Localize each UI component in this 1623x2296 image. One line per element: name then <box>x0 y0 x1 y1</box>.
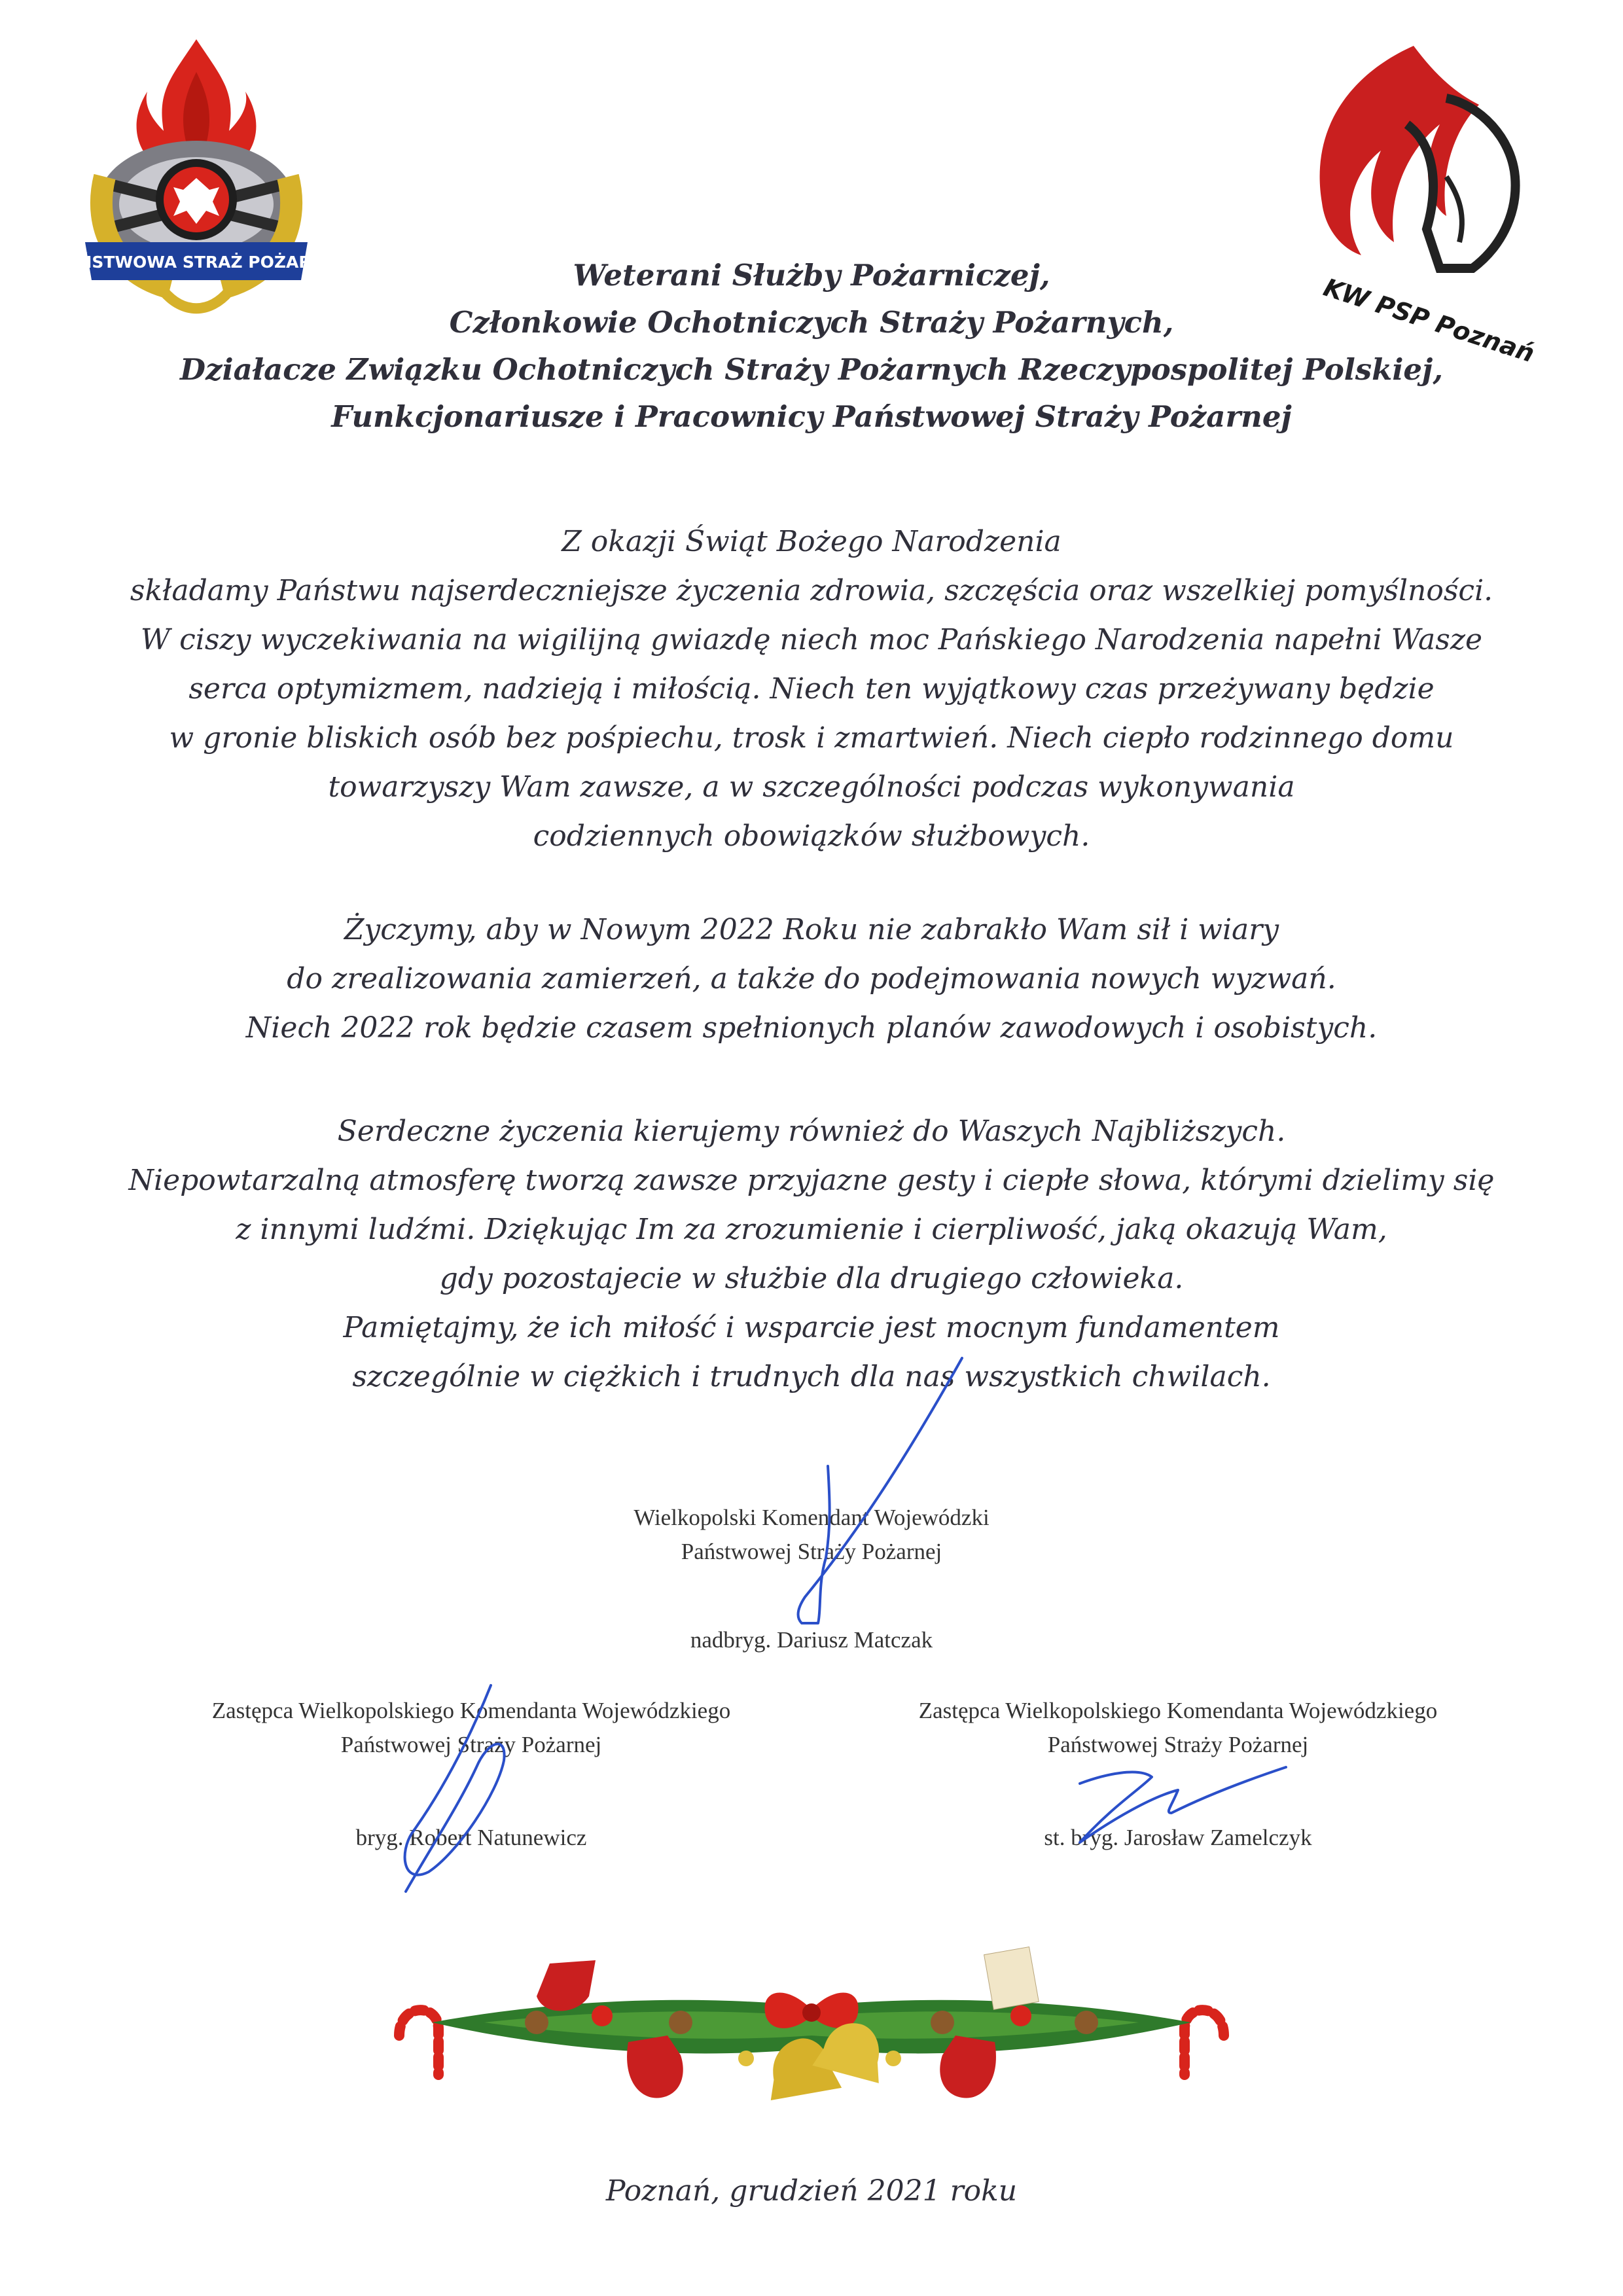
paragraph-line: towarzyszy Wam zawsze, a w szczególności podczas wykonywania <box>328 770 1295 804</box>
main-signatory-title <box>550 1501 1073 1569</box>
left-signatory-name: bryg. Robert Natunewicz <box>355 1825 587 1850</box>
paragraph-line: Niech 2022 rok będzie czasem spełnionych planów zawodowych i osobistych. <box>245 1011 1378 1045</box>
greeting-paragraph-3 <box>105 1107 1518 1401</box>
paragraph-line: składamy Państwu najserdeczniejsze życzenia zdrowia, szczęścia oraz wszelkiej pomyślności. <box>130 574 1493 607</box>
place-and-date: Poznań, grudzień 2021 roku <box>605 2174 1018 2208</box>
paragraph-line: w gronie bliskich osób bez pośpiechu, trosk i zmartwień. Niech ciepło rodzinnego domu <box>169 721 1454 755</box>
paragraph-line: szczególnie w ciężkich i trudnych dla nas wszystkich chwilach. <box>352 1360 1271 1393</box>
paragraph-line: z innymi ludźmi. Dziękując Im za zrozumienie i cierpliwość, jaką okazują Wam, <box>236 1213 1387 1246</box>
paragraph-line: do zrealizowania zamierzeń, a także do podejmowania nowych wyzwań. <box>287 962 1336 996</box>
main-signatory-name: nadbryg. Dariusz Matczak <box>690 1627 933 1653</box>
signatory-title-line: Państwowej Straży Pożarnej <box>681 1539 942 1564</box>
signatory-title-line: Zastępca Wielkopolskiego Komendanta Wojewódzkiego <box>211 1698 731 1723</box>
paragraph-line: W ciszy wyczekiwania na wigilijną gwiazdę niech moc Pańskiego Narodzenia napełni Wasze <box>140 623 1483 656</box>
heading-line: Funkcjonariusze i Pracownicy Państwowej Straży Pożarnej <box>331 399 1292 434</box>
heading-line: Działacze Związku Ochotniczych Straży Pożarnych Rzeczypospolitej Polskiej, <box>179 352 1443 387</box>
paragraph-line: Życzymy, aby w Nowym 2022 Roku nie zabrakło Wam sił i wiary <box>344 913 1279 946</box>
greeting-paragraph-2 <box>105 905 1518 1052</box>
signatory-title-line: Państwowej Straży Pożarnej <box>1047 1732 1309 1757</box>
paragraph-line: gdy pozostajecie w służbie dla drugiego człowieka. <box>439 1262 1184 1295</box>
svg-text:KW PSP Poznań: KW PSP Poznań <box>1320 272 1539 368</box>
signatory-title-line: Zastępca Wielkopolskiego Komendanta Wojewódzkiego <box>918 1698 1438 1723</box>
svg-text:PAŃSTWOWA STRAŻ POŻARNA: PAŃSTWOWA STRAŻ POŻARNA <box>55 253 338 272</box>
signatory-title-line: Wielkopolski Komendant Wojewódzki <box>633 1505 990 1530</box>
heading-line: Weterani Służby Pożarniczej, <box>573 258 1050 293</box>
paragraph-line: Niepowtarzalną atmosferę tworzą zawsze przyjazne gesty i ciepłe słowa, którymi dzielimy się <box>128 1164 1495 1197</box>
paragraph-line: serca optymizmem, nadzieją i miłością. Niech ten wyjątkowy czas przeżywany będzie <box>188 672 1435 706</box>
signatory-title-line: Państwowej Straży Pożarnej <box>340 1732 602 1757</box>
paragraph-line: Pamiętajmy, że ich miłość i wsparcie jest mocnym fundamentem <box>343 1311 1280 1344</box>
heading-line: Członkowie Ochotniczych Straży Pożarnych, <box>449 305 1174 340</box>
right-signatory-title <box>851 1694 1505 1762</box>
paragraph-line: Z okazji Świąt Bożego Narodzenia <box>562 525 1061 558</box>
addressees-heading <box>157 252 1466 440</box>
right-signatory-name: st. bryg. Jarosław Zamelczyk <box>1044 1825 1312 1850</box>
greeting-paragraph-1 <box>105 517 1518 861</box>
left-signatory-title <box>144 1694 798 1762</box>
paragraph-line: codziennych obowiązków służbowych. <box>533 819 1090 853</box>
christmas-garland-decoration <box>380 1924 1243 2140</box>
paragraph-line: Serdeczne życzenia kierujemy również do Waszych Najbliższych. <box>337 1115 1286 1148</box>
